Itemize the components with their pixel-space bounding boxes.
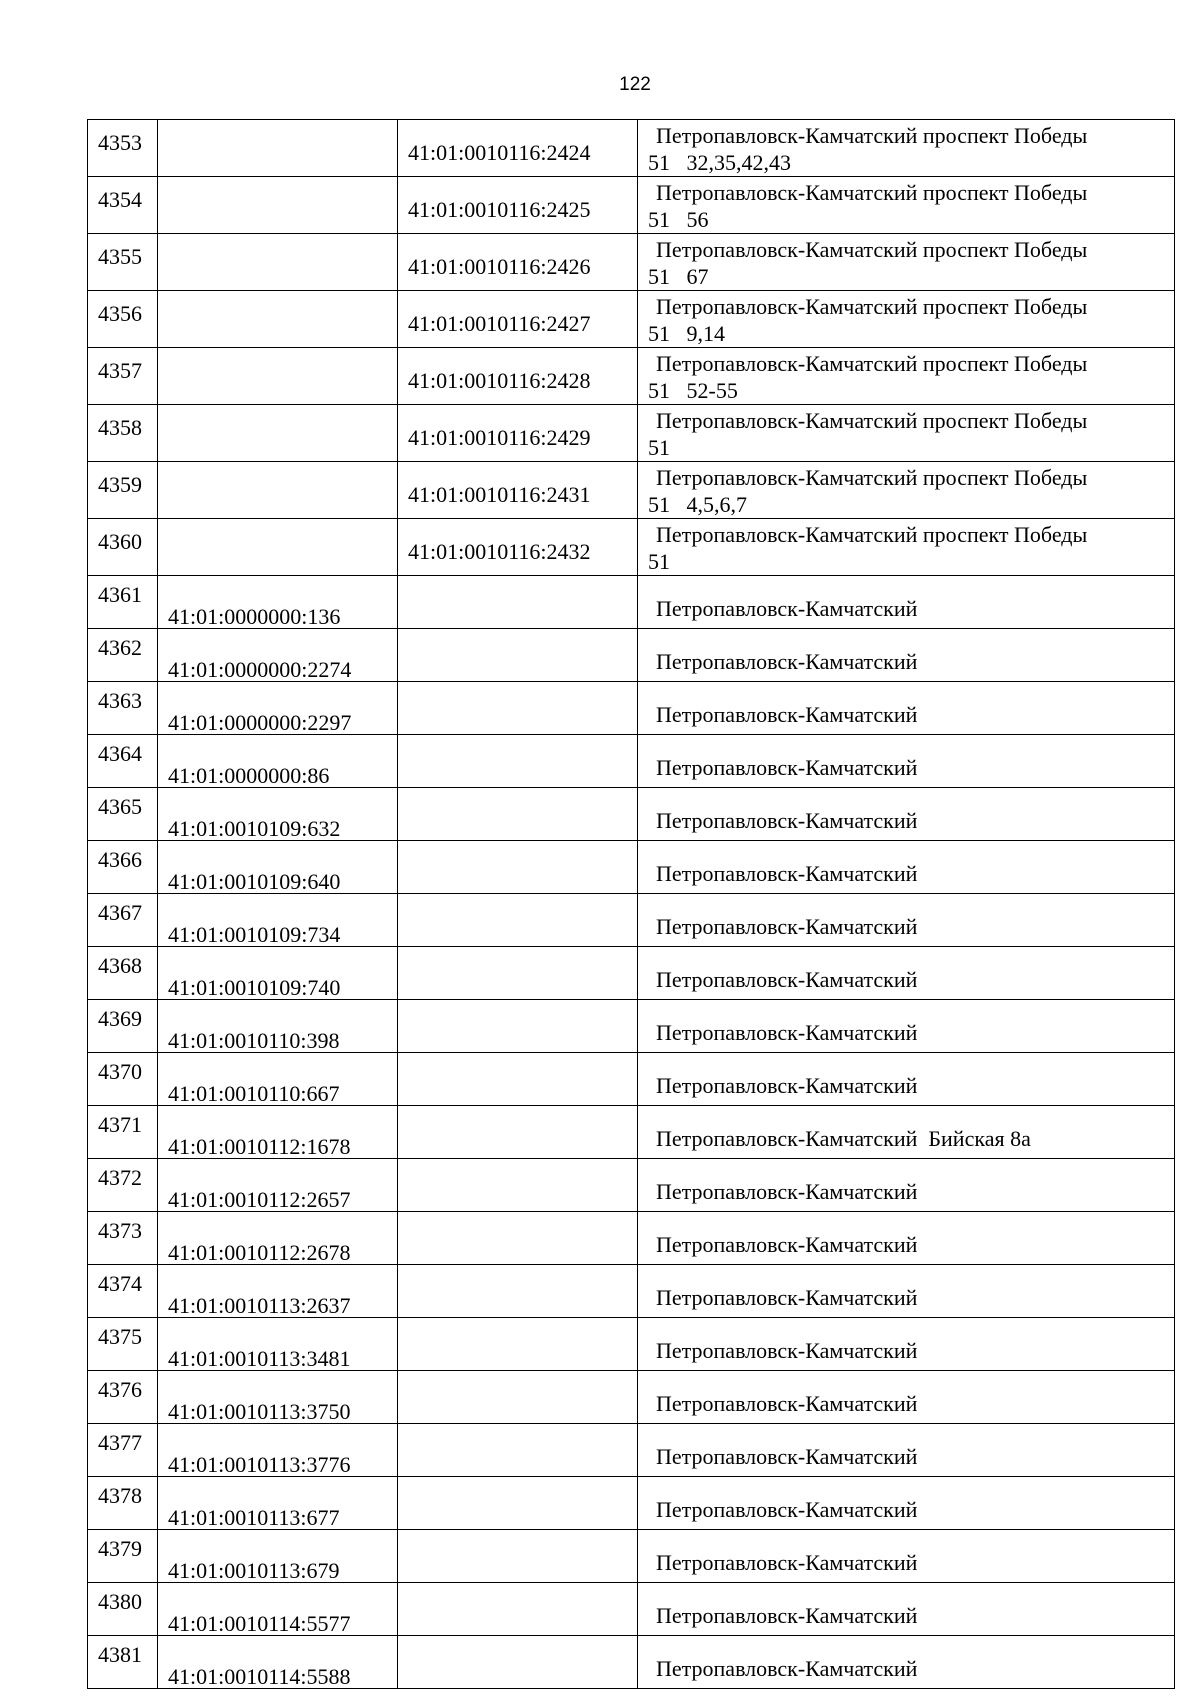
cadastral-number-cell <box>158 1265 398 1318</box>
row-number-cell <box>88 1212 158 1265</box>
table-row <box>88 576 1175 629</box>
table-row <box>88 629 1175 682</box>
table-row <box>88 1477 1175 1530</box>
row-number: 4373 <box>98 1218 142 1243</box>
address: Петропавловск-Камчатский <box>656 808 918 833</box>
address: Петропавловск-Камчатский <box>656 1073 918 1098</box>
row-number: 4353 <box>98 130 142 155</box>
row-number: 4377 <box>98 1430 142 1455</box>
address-cell <box>638 1000 1175 1053</box>
cadastral-number: 41:01:0000000:86 <box>168 763 330 788</box>
building-cadastral-cell <box>398 234 638 291</box>
row-number-cell <box>88 1000 158 1053</box>
row-number-cell <box>88 1530 158 1583</box>
building-cadastral-cell <box>398 1318 638 1371</box>
row-number-cell <box>88 1318 158 1371</box>
table-row <box>88 894 1175 947</box>
building-cadastral-cell <box>398 1371 638 1424</box>
row-number-cell <box>88 348 158 405</box>
cadastral-number: 41:01:0010109:632 <box>168 816 341 841</box>
building-cadastral-cell <box>398 405 638 462</box>
cadastral-number: 41:01:0010114:5588 <box>168 1664 351 1689</box>
address-cell <box>638 120 1175 177</box>
address: Петропавловск-Камчатский <box>656 755 918 780</box>
row-number: 4356 <box>98 301 142 326</box>
building-cadastral-number: 41:01:0010116:2427 <box>408 311 591 336</box>
address <box>638 234 1174 290</box>
address-line-1: Петропавловск-Камчатский проспект Победы <box>656 522 1088 547</box>
address-cell <box>638 234 1175 291</box>
registry-table-body <box>88 120 1175 1689</box>
table-row <box>88 788 1175 841</box>
address-cell <box>638 841 1175 894</box>
cadastral-number-cell <box>158 519 398 576</box>
address-cell <box>638 1636 1175 1689</box>
cadastral-number-cell <box>158 629 398 682</box>
address: Петропавловск-Камчатский <box>656 1285 918 1310</box>
building-cadastral-cell <box>398 1106 638 1159</box>
cadastral-number: 41:01:0010113:679 <box>168 1558 340 1583</box>
cadastral-number: 41:01:0010112:2657 <box>168 1187 351 1212</box>
table-row <box>88 735 1175 788</box>
cadastral-number: 41:01:0010109:640 <box>168 869 341 894</box>
address: Петропавловск-Камчатский <box>656 1656 918 1681</box>
cadastral-number-cell <box>158 234 398 291</box>
cadastral-number-cell <box>158 1477 398 1530</box>
building-cadastral-number: 41:01:0010116:2425 <box>408 197 591 222</box>
address: Петропавловск-Камчатский <box>656 1391 918 1416</box>
row-number-cell <box>88 841 158 894</box>
cadastral-number-cell <box>158 1000 398 1053</box>
row-number-cell <box>88 1265 158 1318</box>
address: Петропавловск-Камчатский <box>656 649 918 674</box>
row-number: 4370 <box>98 1059 142 1084</box>
cadastral-number: 41:01:0010113:3481 <box>168 1346 351 1371</box>
cadastral-number: 41:01:0010112:1678 <box>168 1134 351 1159</box>
address-cell <box>638 177 1175 234</box>
address: Петропавловск-Камчатский <box>656 596 918 621</box>
registry-table <box>87 119 1175 1689</box>
table-row <box>88 841 1175 894</box>
address-line-2: 51 67 <box>648 264 709 289</box>
table-row <box>88 1636 1175 1689</box>
address-cell <box>638 1106 1175 1159</box>
row-number-cell <box>88 405 158 462</box>
table-row <box>88 1000 1175 1053</box>
table-row <box>88 462 1175 519</box>
row-number-cell <box>88 1106 158 1159</box>
cadastral-number: 41:01:0010112:2678 <box>168 1240 351 1265</box>
address <box>638 348 1174 404</box>
row-number-cell <box>88 1424 158 1477</box>
building-cadastral-cell <box>398 1159 638 1212</box>
address: Петропавловск-Камчатский <box>656 861 918 886</box>
address-cell <box>638 788 1175 841</box>
address-cell <box>638 1053 1175 1106</box>
address <box>638 519 1174 575</box>
building-cadastral-cell <box>398 947 638 1000</box>
cadastral-number: 41:01:0010109:740 <box>168 975 341 1000</box>
table-row <box>88 1265 1175 1318</box>
row-number-cell <box>88 894 158 947</box>
row-number: 4369 <box>98 1006 142 1031</box>
cadastral-number-cell <box>158 177 398 234</box>
building-cadastral-number: 41:01:0010116:2424 <box>408 140 591 165</box>
row-number-cell <box>88 682 158 735</box>
cadastral-number-cell <box>158 1371 398 1424</box>
table-row <box>88 1318 1175 1371</box>
building-cadastral-cell <box>398 1530 638 1583</box>
row-number: 4354 <box>98 187 142 212</box>
table-row <box>88 1371 1175 1424</box>
address-cell <box>638 1424 1175 1477</box>
row-number: 4362 <box>98 635 142 660</box>
cadastral-number: 41:01:0010113:3776 <box>168 1452 351 1477</box>
row-number-cell <box>88 120 158 177</box>
address-cell <box>638 462 1175 519</box>
row-number: 4368 <box>98 953 142 978</box>
building-cadastral-number: 41:01:0010116:2432 <box>408 539 591 564</box>
building-cadastral-cell <box>398 1477 638 1530</box>
row-number: 4366 <box>98 847 142 872</box>
address-line-1: Петропавловск-Камчатский проспект Победы <box>656 408 1088 433</box>
address-line-1: Петропавловск-Камчатский проспект Победы <box>656 123 1088 148</box>
address: Петропавловск-Камчатский <box>656 1338 918 1363</box>
building-cadastral-cell <box>398 894 638 947</box>
address: Петропавловск-Камчатский <box>656 1020 918 1045</box>
address <box>638 177 1174 233</box>
row-number-cell <box>88 519 158 576</box>
row-number: 4364 <box>98 741 142 766</box>
row-number-cell <box>88 576 158 629</box>
row-number: 4375 <box>98 1324 142 1349</box>
address-line-2: 51 52-55 <box>648 378 738 403</box>
table-row <box>88 1583 1175 1636</box>
address: Петропавловск-Камчатский <box>656 1550 918 1575</box>
building-cadastral-cell <box>398 291 638 348</box>
cadastral-number-cell <box>158 1106 398 1159</box>
building-cadastral-cell <box>398 788 638 841</box>
cadastral-number-cell <box>158 947 398 1000</box>
row-number: 4363 <box>98 688 142 713</box>
address-cell <box>638 1371 1175 1424</box>
table-row <box>88 1530 1175 1583</box>
address-cell <box>638 1318 1175 1371</box>
address: Петропавловск-Камчатский <box>656 967 918 992</box>
address-line-2: 51 <box>648 549 670 574</box>
address-line-1: Петропавловск-Камчатский проспект Победы <box>656 465 1088 490</box>
building-cadastral-cell <box>398 629 638 682</box>
row-number-cell <box>88 735 158 788</box>
row-number-cell <box>88 1583 158 1636</box>
building-cadastral-cell <box>398 120 638 177</box>
address-cell <box>638 1477 1175 1530</box>
cadastral-number-cell <box>158 576 398 629</box>
row-number-cell <box>88 1371 158 1424</box>
address-cell <box>638 291 1175 348</box>
address-line-2: 51 9,14 <box>648 321 725 346</box>
row-number-cell <box>88 177 158 234</box>
row-number: 4360 <box>98 529 142 554</box>
building-cadastral-cell <box>398 1000 638 1053</box>
cadastral-number-cell <box>158 462 398 519</box>
address: Петропавловск-Камчатский <box>656 1497 918 1522</box>
address-line-2: 51 4,5,6,7 <box>648 492 747 517</box>
address-cell <box>638 348 1175 405</box>
building-cadastral-number: 41:01:0010116:2426 <box>408 254 591 279</box>
address: Петропавловск-Камчатский <box>656 1603 918 1628</box>
cadastral-number: 41:01:0010114:5577 <box>168 1611 351 1636</box>
building-cadastral-cell <box>398 348 638 405</box>
address-cell <box>638 947 1175 1000</box>
address: Петропавловск-Камчатский <box>656 1232 918 1257</box>
address-cell <box>638 735 1175 788</box>
row-number-cell <box>88 629 158 682</box>
table-row <box>88 405 1175 462</box>
cadastral-number-cell <box>158 405 398 462</box>
cadastral-number-cell <box>158 1159 398 1212</box>
building-cadastral-cell <box>398 1053 638 1106</box>
row-number-cell <box>88 291 158 348</box>
row-number: 4379 <box>98 1536 142 1561</box>
address-cell <box>638 682 1175 735</box>
address-line-1: Петропавловск-Камчатский проспект Победы <box>656 180 1088 205</box>
row-number: 4372 <box>98 1165 142 1190</box>
cadastral-number-cell <box>158 1583 398 1636</box>
building-cadastral-cell <box>398 1583 638 1636</box>
building-cadastral-cell <box>398 682 638 735</box>
row-number-cell <box>88 1477 158 1530</box>
cadastral-number-cell <box>158 348 398 405</box>
cadastral-number: 41:01:0000000:136 <box>168 604 341 629</box>
cadastral-number-cell <box>158 1530 398 1583</box>
address <box>638 462 1174 518</box>
cadastral-number: 41:01:0000000:2297 <box>168 710 352 735</box>
address-cell <box>638 1212 1175 1265</box>
building-cadastral-cell <box>398 1212 638 1265</box>
address <box>638 405 1174 461</box>
cadastral-number-cell <box>158 291 398 348</box>
row-number-cell <box>88 788 158 841</box>
row-number-cell <box>88 947 158 1000</box>
building-cadastral-cell <box>398 576 638 629</box>
building-cadastral-cell <box>398 177 638 234</box>
row-number: 4376 <box>98 1377 142 1402</box>
address-cell <box>638 1159 1175 1212</box>
building-cadastral-cell <box>398 462 638 519</box>
table-row <box>88 947 1175 1000</box>
address: Петропавловск-Камчатский <box>656 1444 918 1469</box>
row-number: 4365 <box>98 794 142 819</box>
table-row <box>88 1053 1175 1106</box>
table-row <box>88 682 1175 735</box>
row-number-cell <box>88 234 158 291</box>
row-number: 4381 <box>98 1642 142 1667</box>
table-row <box>88 177 1175 234</box>
row-number: 4374 <box>98 1271 142 1296</box>
address-line-1: Петропавловск-Камчатский проспект Победы <box>656 294 1088 319</box>
page-number: 122 <box>619 74 651 95</box>
address-line-2: 51 <box>648 435 670 460</box>
row-number: 4367 <box>98 900 142 925</box>
building-cadastral-number: 41:01:0010116:2428 <box>408 368 591 393</box>
cadastral-number: 41:01:0010113:2637 <box>168 1293 351 1318</box>
cadastral-number: 41:01:0010113:677 <box>168 1505 340 1530</box>
building-cadastral-number: 41:01:0010116:2429 <box>408 425 591 450</box>
cadastral-number-cell <box>158 682 398 735</box>
building-cadastral-cell <box>398 1636 638 1689</box>
row-number: 4359 <box>98 472 142 497</box>
cadastral-number-cell <box>158 735 398 788</box>
cadastral-number-cell <box>158 894 398 947</box>
address-cell <box>638 1530 1175 1583</box>
address: Петропавловск-Камчатский <box>656 1179 918 1204</box>
cadastral-number-cell <box>158 1424 398 1477</box>
address-cell <box>638 894 1175 947</box>
address-line-2: 51 56 <box>648 207 709 232</box>
cadastral-number: 41:01:0010110:398 <box>168 1028 340 1053</box>
cadastral-number-cell <box>158 1318 398 1371</box>
row-number: 4371 <box>98 1112 142 1137</box>
cadastral-number-cell <box>158 1053 398 1106</box>
building-cadastral-cell <box>398 841 638 894</box>
address: Петропавловск-Камчатский <box>656 702 918 727</box>
row-number-cell <box>88 462 158 519</box>
address: Петропавловск-Камчатский Бийская 8а <box>656 1126 1031 1151</box>
cadastral-number: 41:01:0000000:2274 <box>168 657 352 682</box>
cadastral-number-cell <box>158 841 398 894</box>
table-row <box>88 291 1175 348</box>
cadastral-number: 41:01:0010110:667 <box>168 1081 340 1106</box>
table-row <box>88 1106 1175 1159</box>
address: Петропавловск-Камчатский <box>656 914 918 939</box>
address-cell <box>638 405 1175 462</box>
row-number: 4378 <box>98 1483 142 1508</box>
cadastral-number-cell <box>158 788 398 841</box>
table-row <box>88 1159 1175 1212</box>
table-row <box>88 1212 1175 1265</box>
row-number: 4358 <box>98 415 142 440</box>
building-cadastral-cell <box>398 735 638 788</box>
table-row <box>88 234 1175 291</box>
building-cadastral-number: 41:01:0010116:2431 <box>408 482 591 507</box>
cadastral-number: 41:01:0010109:734 <box>168 922 341 947</box>
address-cell <box>638 576 1175 629</box>
table-row <box>88 1424 1175 1477</box>
building-cadastral-cell <box>398 1265 638 1318</box>
address-line-2: 51 32,35,42,43 <box>648 150 791 175</box>
address-line-1: Петропавловск-Камчатский проспект Победы <box>656 237 1088 262</box>
address-cell <box>638 519 1175 576</box>
cadastral-number: 41:01:0010113:3750 <box>168 1399 351 1424</box>
cadastral-number-cell <box>158 1212 398 1265</box>
row-number-cell <box>88 1636 158 1689</box>
table-row <box>88 120 1175 177</box>
cadastral-number-cell <box>158 120 398 177</box>
address-cell <box>638 629 1175 682</box>
row-number-cell <box>88 1053 158 1106</box>
row-number-cell <box>88 1159 158 1212</box>
address <box>638 120 1174 176</box>
address-cell <box>638 1583 1175 1636</box>
address <box>638 291 1174 347</box>
building-cadastral-cell <box>398 519 638 576</box>
address-cell <box>638 1265 1175 1318</box>
row-number: 4380 <box>98 1589 142 1614</box>
row-number: 4361 <box>98 582 142 607</box>
table-row <box>88 519 1175 576</box>
row-number: 4355 <box>98 244 142 269</box>
building-cadastral-cell <box>398 1424 638 1477</box>
table-row <box>88 348 1175 405</box>
cadastral-number-cell <box>158 1636 398 1689</box>
row-number: 4357 <box>98 358 142 383</box>
address-line-1: Петропавловск-Камчатский проспект Победы <box>656 351 1088 376</box>
